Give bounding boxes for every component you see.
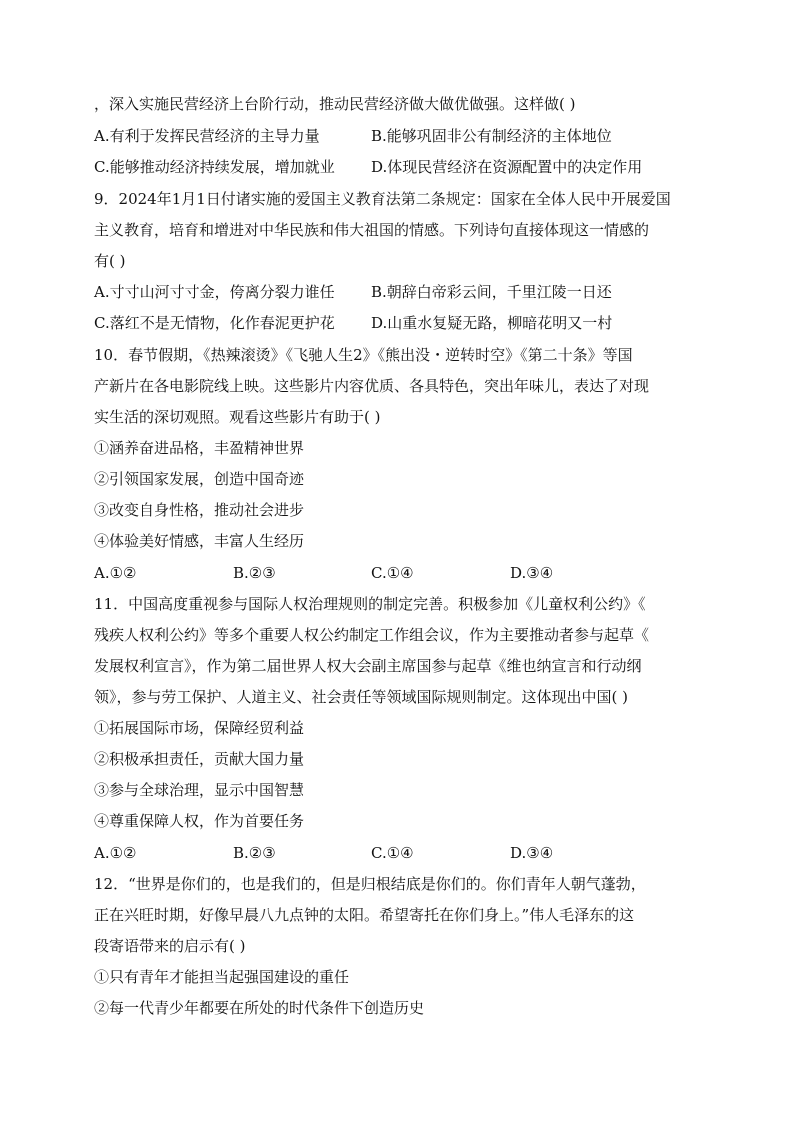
q9-option-c[interactable]: C.落红不是无情物，化作春泥更护花 bbox=[94, 314, 335, 332]
q11-stem-line-2: 残疾人权利公约》等多个重要人权公约制定工作组会议，作为主要推动者参与起草《 bbox=[94, 626, 650, 644]
q9-option-b[interactable]: B.朝辞白帝彩云间，千里江陵一日还 bbox=[371, 283, 612, 301]
q10-option-b[interactable]: B.②③ bbox=[233, 564, 276, 582]
q11-stem-line-3: 发展权利宣言》，作为第二届世界人权大会副主席国参与起草《维也纳宣言和行动纲 bbox=[94, 657, 642, 675]
q11-stem-line-4: 领》，参与劳工保护、人道主义、社会责任等领域国际规则制定。这体现出中国( ) bbox=[94, 688, 628, 706]
q11-item-1: ①拓展国际市场，保障经贸利益 bbox=[94, 719, 305, 737]
q10-option-c[interactable]: C.①④ bbox=[371, 564, 414, 582]
q10-item-3: ③改变自身性格，推动社会进步 bbox=[94, 501, 305, 519]
q8-option-a[interactable]: A.有利于发挥民营经济的主导力量 bbox=[94, 127, 320, 145]
q11-item-4: ④尊重保障人权，作为首要任务 bbox=[94, 812, 305, 830]
q12-stem-line-1: 12．“世界是你们的，也是我们的，但是归根结底是你们的。你们青年人朝气蓬勃， bbox=[94, 875, 646, 893]
q9-stem-line-1: 9．2024年1月1日付诸实施的爱国主义教育法第二条规定：国家在全体人民中开展爱国 bbox=[94, 190, 671, 208]
q10-stem-line-1: 10．春节假期，《热辣滚烫》《飞驰人生2》《熊出没・逆转时空》《第二十条》等国 bbox=[94, 346, 633, 364]
q12-item-1: ①只有青年才能担当起强国建设的重任 bbox=[94, 968, 350, 986]
q8-options-row-1 bbox=[94, 126, 714, 146]
q8-option-d[interactable]: D.体现民营经济在资源配置中的决定作用 bbox=[371, 158, 643, 176]
q9-stem-line-2: 主义教育，培育和增进对中华民族和伟大祖国的情感。下列诗句直接体现这一情感的 bbox=[94, 221, 650, 239]
q9-options-row-2 bbox=[94, 313, 714, 333]
q10-item-4: ④体验美好情感，丰富人生经历 bbox=[94, 532, 305, 550]
q10-item-1: ①涵养奋进品格，丰盈精神世界 bbox=[94, 439, 305, 457]
q11-item-2: ②积极承担责任，贡献大国力量 bbox=[94, 750, 305, 768]
q11-stem-line-1: 11．中国高度重视参与国际人权治理规则的制定完善。积极参加《儿童权利公约》《 bbox=[94, 595, 646, 613]
q10-options-row bbox=[94, 563, 714, 583]
q9-options-row-1 bbox=[94, 282, 714, 302]
q12-item-2: ②每一代青少年都要在所处的时代条件下创造历史 bbox=[94, 999, 425, 1017]
q11-option-b[interactable]: B.②③ bbox=[233, 844, 276, 862]
q11-option-a[interactable]: A.①② bbox=[94, 844, 137, 862]
q10-stem-line-3: 实生活的深切观照。观看这些影片有助于( ) bbox=[94, 408, 381, 426]
q8-option-c[interactable]: C.能够推动经济持续发展，增加就业 bbox=[94, 158, 335, 176]
q9-stem-line-3: 有( ) bbox=[94, 252, 126, 270]
q9-option-d[interactable]: D.山重水复疑无路，柳暗花明又一村 bbox=[371, 314, 613, 332]
q11-item-3: ③参与全球治理，显示中国智慧 bbox=[94, 781, 305, 799]
q8-options-row-2 bbox=[94, 157, 714, 177]
q12-stem-line-3: 段寄语带来的启示有( ) bbox=[94, 937, 246, 955]
q10-stem-line-2: 产新片在各电影院线上映。这些影片内容优质、各具特色，突出年味儿，表达了对现 bbox=[94, 377, 650, 395]
q8-option-b[interactable]: B.能够巩固非公有制经济的主体地位 bbox=[371, 127, 612, 145]
q8-stem: ，深入实施民营经济上台阶行动，推动民营经济做大做优做强。这样做( ) bbox=[94, 95, 576, 113]
q11-option-c[interactable]: C.①④ bbox=[371, 844, 414, 862]
q11-options-row bbox=[94, 843, 714, 863]
q12-stem-line-2: 正在兴旺时期，好像早晨八九点钟的太阳。希望寄托在你们身上。”伟人毛泽东的这 bbox=[94, 906, 635, 924]
q9-option-a[interactable]: A.寸寸山河寸寸金，侉离分裂力谁任 bbox=[94, 283, 335, 301]
q11-option-d[interactable]: D.③④ bbox=[510, 844, 554, 862]
q10-item-2: ②引领国家发展，创造中国奇迹 bbox=[94, 470, 305, 488]
q10-option-d[interactable]: D.③④ bbox=[510, 564, 554, 582]
q10-option-a[interactable]: A.①② bbox=[94, 564, 137, 582]
